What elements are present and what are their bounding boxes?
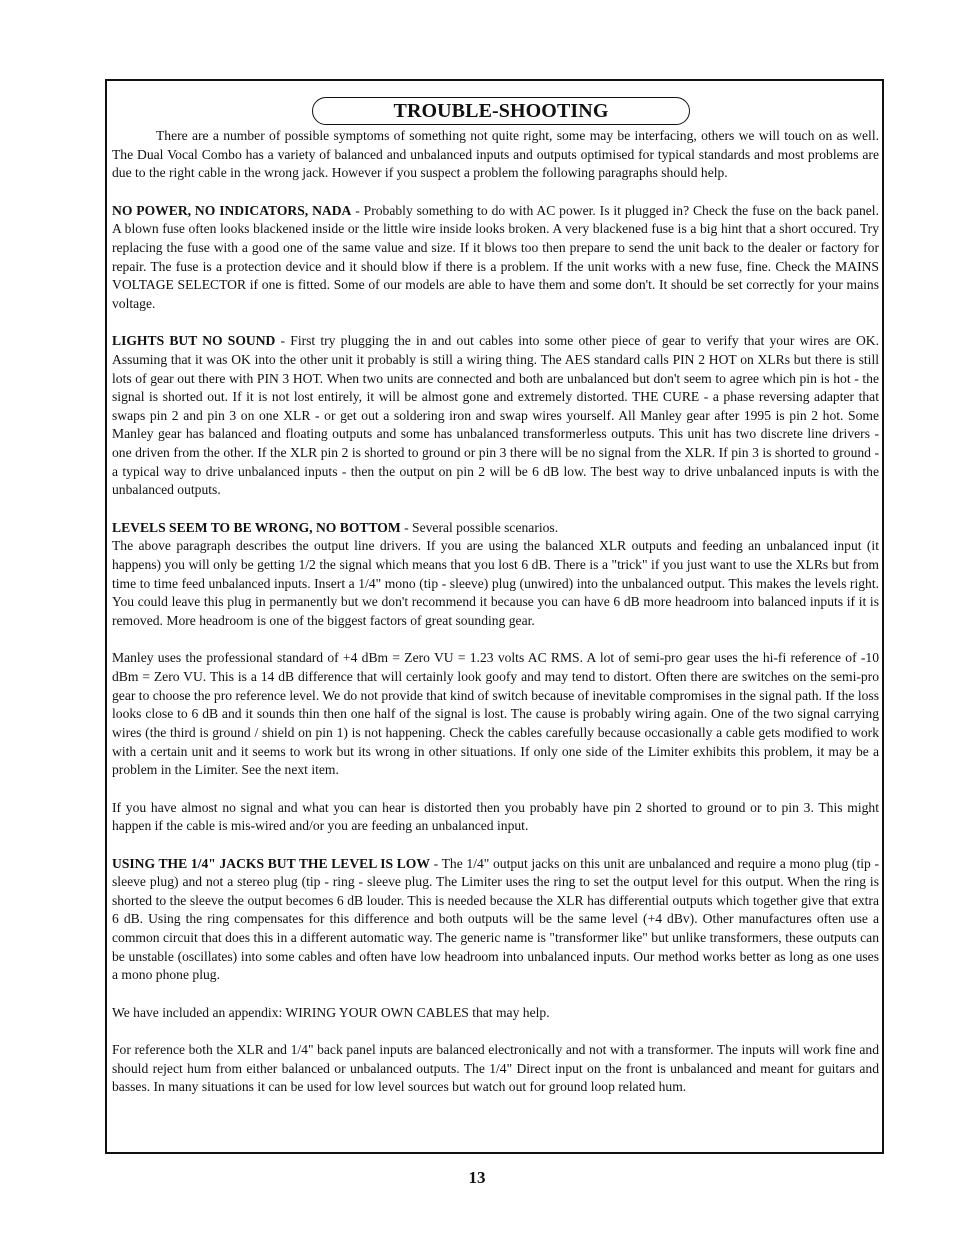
levels-wrong-continuation: The above paragraph describes the output line drivers. If you are using the balanced XLR outputs and feeding an unbalanced input (it happens) you will only be getting 1/2 the signal which means that you lost 6 dB. There is a "trick" if you just want to use the XLRs but from time to time feed unbalanced inputs. Insert a 1/4" mono (tip - sleeve) plug (unwired) into the unbalanced output. This makes the levels right. You could leave this plug in permanently but we don't recommend it because you can have 6 dB more headroom into balanced inputs if it is removed. More headroom is one of the biggest factors of great sounding gear. [112, 538, 879, 629]
levels-wrong-heading: LEVELS SEEM TO BE WRONG, NO BOTTOM [112, 519, 401, 535]
manley-standard-paragraph: Manley uses the professional standard of +4 dBm = Zero VU = 1.23 volts AC RMS. A lot of semi-pro gear uses the hi-fi reference of -10 dBm = Zero VU. This is a 14 dB difference that will certainly look goofy and may tend to distort. Often there are switches on the semi-pro gear to choose the pro reference level. We do not provide that kind of switch because of inevitable compromises in the signal path. If the loss looks close to 6 dB and it sounds thin then one half of the signal is lost. The cause is probably wiring again. One of the two signal carrying wires (the third is ground / shield on pin 1) is not happening. Check the cables carefully because occasionally a cable gets modified to work with a certain unit and it seems to work but its wrong in other situations. If only one side of the Limiter exhibits this problem, it may be a problem in the Limiter. See the next item. [112, 650, 879, 778]
levels-wrong-paragraph [112, 519, 879, 538]
levels-wrong-text: - Several possible scenarios. [400, 519, 559, 535]
lights-no-sound-paragraph [112, 332, 879, 500]
no-power-heading: NO POWER, NO INDICATORS, NADA [112, 202, 352, 218]
intro-paragraph: There are a number of possible symptoms of something not quite right, some may be interfacing, others we will touch on as well. The Dual Vocal Combo has a variety of balanced and unbalanced inputs and outputs optimised for typical standards and most problems are due to the right cable in the wrong jack. However if you suspect a problem the following paragraphs should help. [112, 128, 879, 181]
quarter-inch-heading: USING THE 1/4" JACKS BUT THE LEVEL IS LOW [112, 855, 430, 871]
page-number: 13 [468, 1168, 486, 1187]
reference-paragraph: For reference both the XLR and 1/4" back panel inputs are balanced electronically and not with a transformer. The inputs will work fine and should reject hum from either balanced or unbalanced outputs. The 1/4" Direct input on the front is unbalanced and meant for guitars and basses. In many situations it can be used for low level sources but watch out for ground loop related hum. [112, 1042, 879, 1095]
section-title: TROUBLE-SHOOTING [312, 97, 690, 125]
almost-no-signal-paragraph: If you have almost no signal and what you can hear is distorted then you probably have pin 2 shorted to ground or to pin 3. This might happen if the cable is mis-wired and/or you are feeding an unbalanced input. [112, 799, 879, 834]
no-power-text: - Probably something to do with AC power. Is it plugged in? Check the fuse on the back panel. A blown fuse often looks blackened inside or the little wire inside looks broken. A very blackened fuse is a big hint that a short occured. Try replacing the fuse with a good one of the same value and size. If it blows too then prepare to send the unit back to the dealer or factory for repair. The fuse is a protection device and it should blow if there is a problem. If the unit works with a new fuse, fine. Check the MAINS VOLTAGE SELECTOR if one is fitted. Some of our models are able to have them and some don't. It should be set correctly for your mains voltage. [112, 202, 879, 311]
no-power-paragraph [112, 202, 879, 314]
lights-no-sound-heading: LIGHTS BUT NO SOUND [112, 333, 276, 349]
document-body [112, 127, 879, 1097]
quarter-inch-text: - The 1/4" output jacks on this unit are unbalanced and require a mono plug (tip - sleeve plug) and not a stereo plug (tip - ring - sleeve plug. The Limiter uses the ring to set the output level for this output. When the ring is shorted to the sleeve the output becomes 6 dB louder. This is needed because the XLR has differential outputs which together give that extra 6 dB. Using the ring compensates for this difference and both outputs will be the same level (+4 dBv). Other manufactures often use a common circuit that does this in a different automatic way. The generic name is "transformer like" but unlike transformers, these outputs can be unstable (oscillates) into some cables and often have low headroom into unbalanced inputs. Our method works better as long as one uses a mono phone plug. [112, 855, 879, 983]
appendix-paragraph: We have included an appendix: WIRING YOUR OWN CABLES that may help. [112, 1004, 550, 1020]
quarter-inch-paragraph [112, 855, 879, 986]
lights-no-sound-text: - First try plugging the in and out cables into some other piece of gear to verify that your wires are OK. Assuming that it was OK into the other unit it probably is still a wiring thing. The AES standard calls PIN 2 HOT on XLRs but there is still lots of gear out there with PIN 3 HOT. When two units are connected and both are unbalanced but don't seem to agree which pin is hot - the signal is shorted out. If it is not lost entirely, it will be almost gone and extremely distorted. THE CURE - a phase reversing adapter that swaps pin 2 and pin 3 on one XLR - or get out a soldering iron and swap wires yourself. All Manley gear after 1995 is pin 2 hot. Some Manley gear has balanced and floating outputs and some has unbalanced transformerless outputs. This unit has two discrete line drivers - one driven from the other. If the XLR pin 2 is shorted to ground or pin 3 there will be no signal from the XLR. If pin 3 is shorted to ground - a typical way to drive unbalanced inputs - then the output on pin 2 will be 6 dB low. The best way to drive unbalanced inputs is with the unbalanced outputs. [112, 333, 879, 498]
